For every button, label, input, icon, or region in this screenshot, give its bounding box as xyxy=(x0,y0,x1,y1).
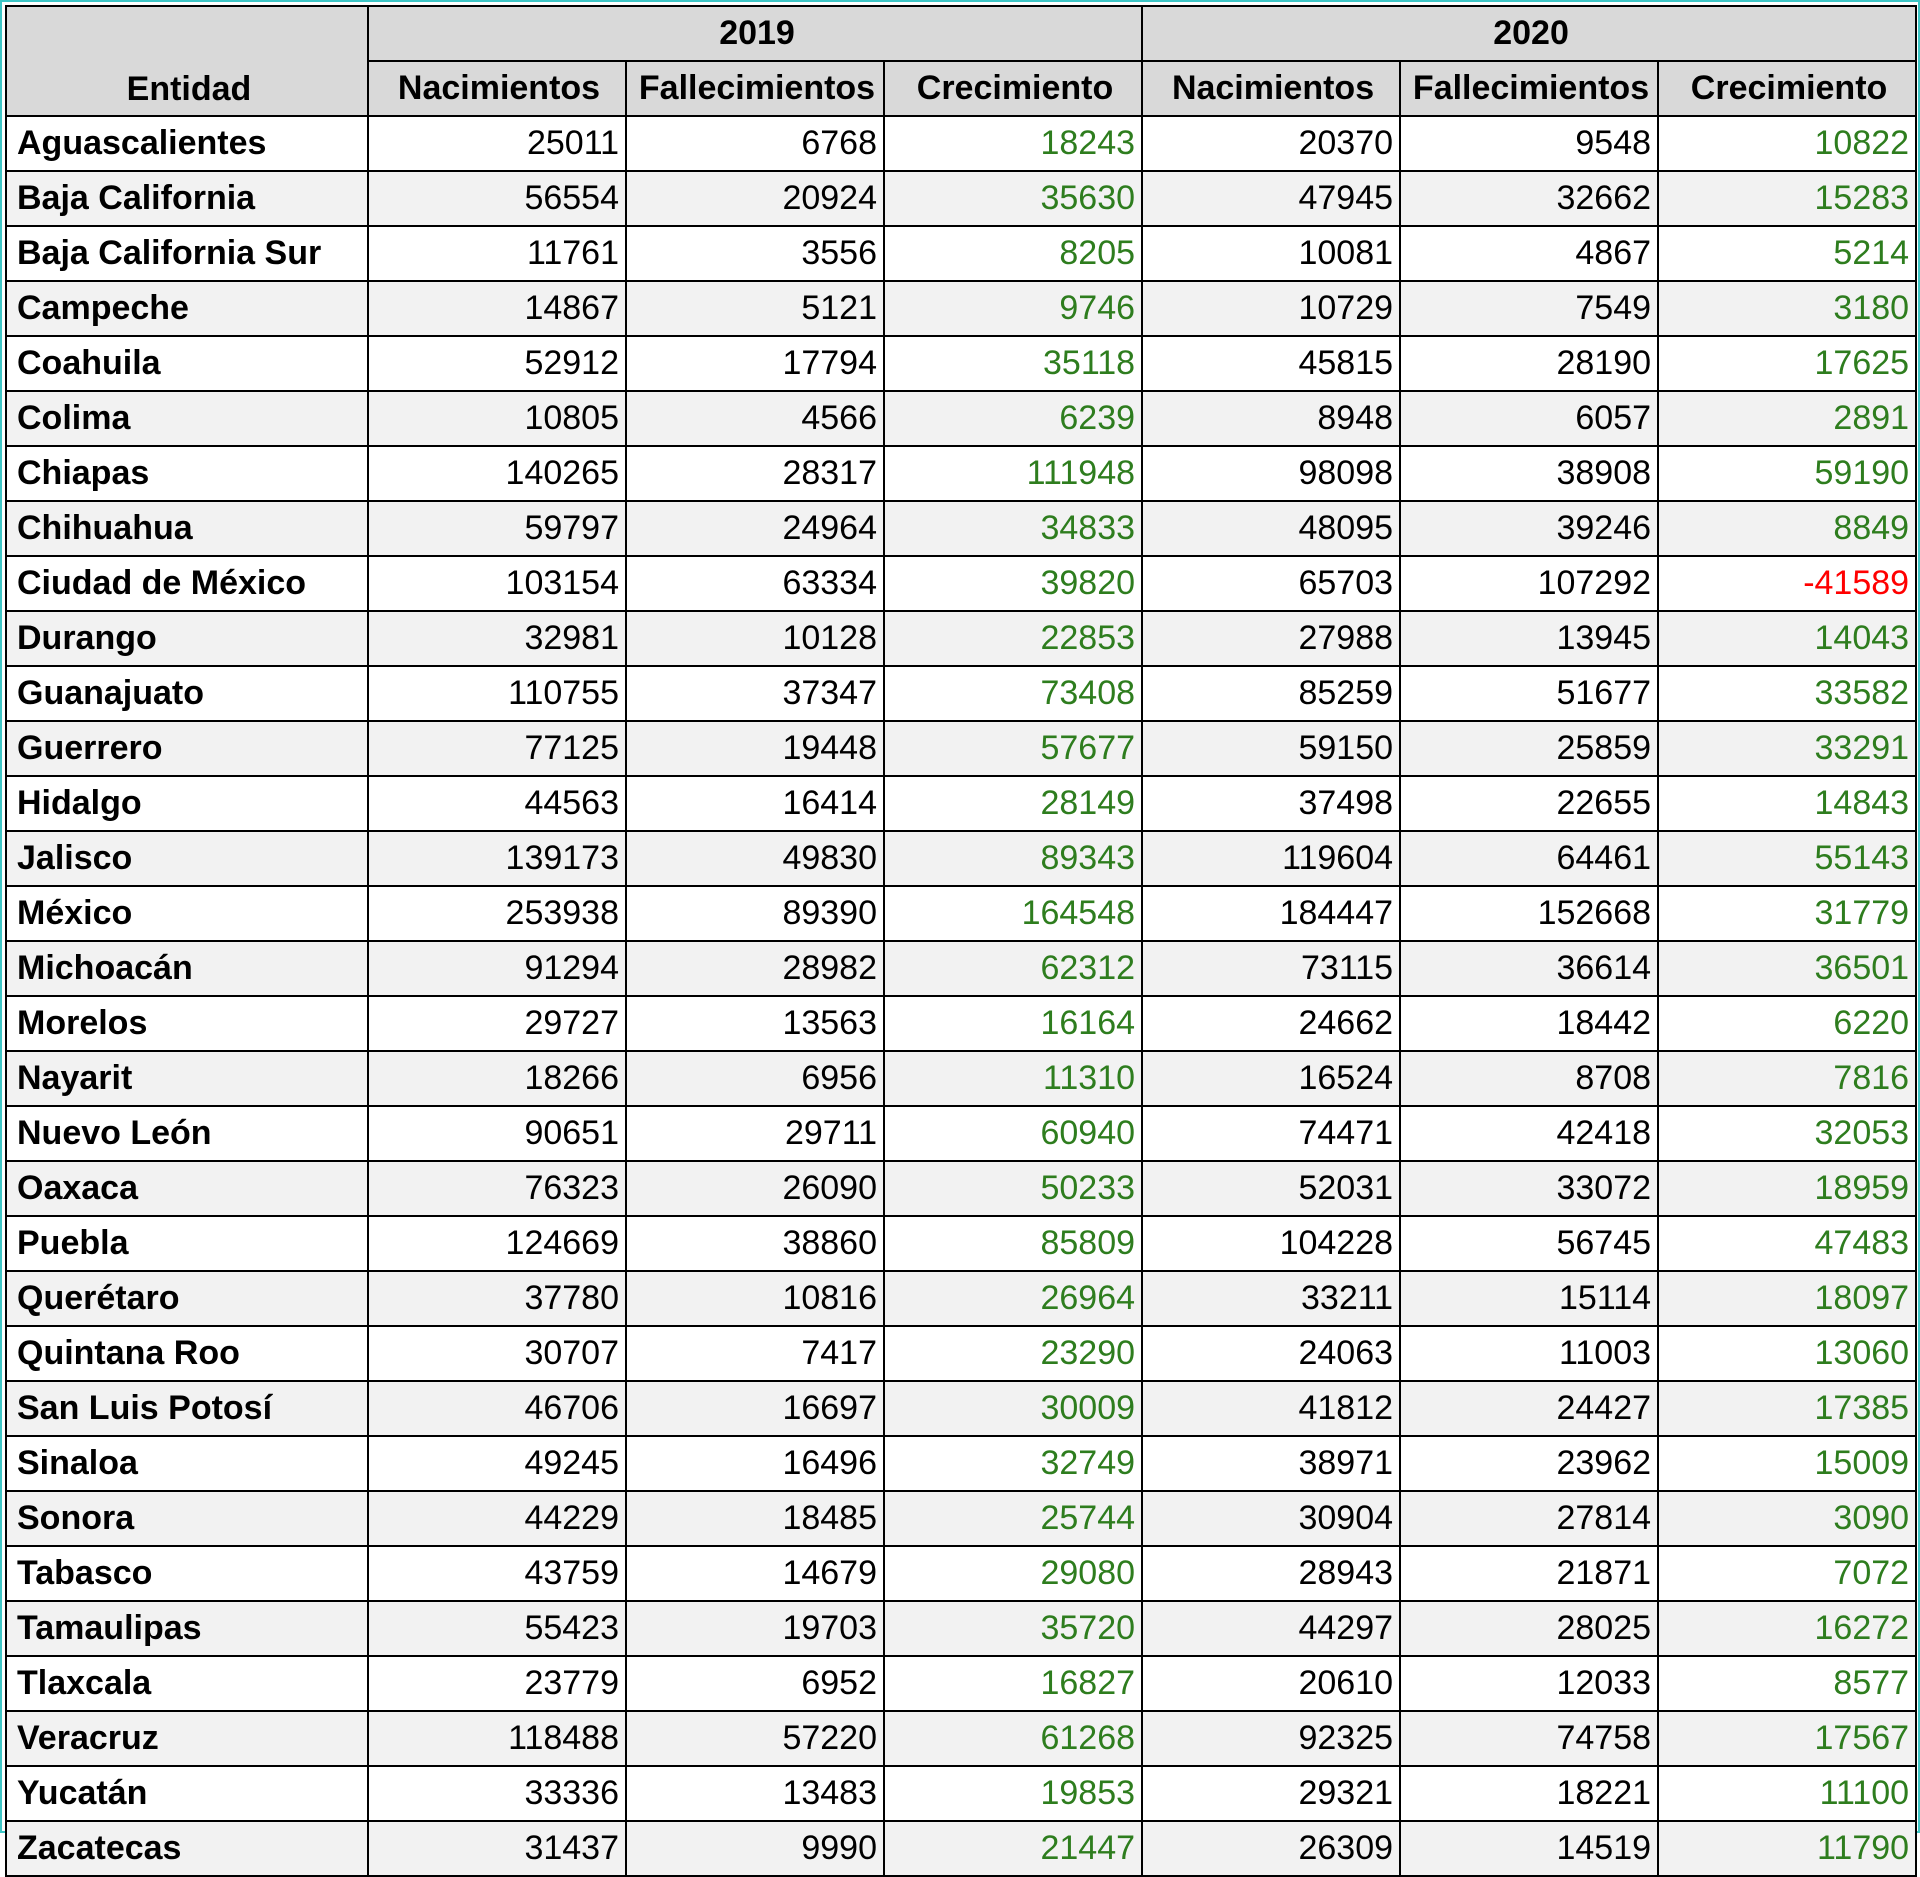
births-2019-cell: 253938 xyxy=(368,886,626,941)
births-2019-cell: 30707 xyxy=(368,1326,626,1381)
births-2020-cell: 26309 xyxy=(1142,1821,1400,1876)
births-2019-cell: 29727 xyxy=(368,996,626,1051)
entity-cell: Aguascalientes xyxy=(6,116,368,171)
deaths-header-2020: Fallecimientos xyxy=(1400,61,1658,116)
births-2020-cell: 24063 xyxy=(1142,1326,1400,1381)
entity-cell: San Luis Potosí xyxy=(6,1381,368,1436)
deaths-2020-cell: 18442 xyxy=(1400,996,1658,1051)
growth-2019-cell: 57677 xyxy=(884,721,1142,776)
table-row xyxy=(6,391,1916,446)
table-row xyxy=(6,996,1916,1051)
deaths-2019-cell: 37347 xyxy=(626,666,884,721)
deaths-2019-cell: 6768 xyxy=(626,116,884,171)
deaths-2020-cell: 13945 xyxy=(1400,611,1658,666)
growth-2020-cell: 11790 xyxy=(1658,1821,1916,1876)
births-2020-cell: 48095 xyxy=(1142,501,1400,556)
deaths-2019-cell: 3556 xyxy=(626,226,884,281)
growth-2020-cell: 18959 xyxy=(1658,1161,1916,1216)
deaths-2020-cell: 8708 xyxy=(1400,1051,1658,1106)
births-2019-cell: 118488 xyxy=(368,1711,626,1766)
deaths-2020-cell: 25859 xyxy=(1400,721,1658,776)
births-2020-cell: 24662 xyxy=(1142,996,1400,1051)
births-2019-cell: 44229 xyxy=(368,1491,626,1546)
table-row xyxy=(6,1326,1916,1381)
deaths-2019-cell: 6952 xyxy=(626,1656,884,1711)
births-2019-cell: 11761 xyxy=(368,226,626,281)
entity-cell: Yucatán xyxy=(6,1766,368,1821)
deaths-2020-cell: 38908 xyxy=(1400,446,1658,501)
table-row xyxy=(6,1161,1916,1216)
entity-cell: Nayarit xyxy=(6,1051,368,1106)
births-2019-cell: 52912 xyxy=(368,336,626,391)
births-2020-cell: 65703 xyxy=(1142,556,1400,611)
growth-2019-cell: 9746 xyxy=(884,281,1142,336)
growth-2020-cell: 17567 xyxy=(1658,1711,1916,1766)
growth-2019-cell: 35118 xyxy=(884,336,1142,391)
births-2020-cell: 98098 xyxy=(1142,446,1400,501)
births-2019-cell: 37780 xyxy=(368,1271,626,1326)
deaths-2020-cell: 51677 xyxy=(1400,666,1658,721)
table-row xyxy=(6,1711,1916,1766)
entity-cell: Colima xyxy=(6,391,368,446)
growth-2020-cell: 31779 xyxy=(1658,886,1916,941)
deaths-2019-cell: 28317 xyxy=(626,446,884,501)
deaths-2019-cell: 6956 xyxy=(626,1051,884,1106)
births-2020-cell: 52031 xyxy=(1142,1161,1400,1216)
year-header-2019: 2019 xyxy=(368,6,1142,61)
entity-cell: Durango xyxy=(6,611,368,666)
table-row xyxy=(6,1436,1916,1491)
births-2019-cell: 59797 xyxy=(368,501,626,556)
births-deaths-table xyxy=(5,5,1917,1877)
deaths-2020-cell: 107292 xyxy=(1400,556,1658,611)
entity-cell: Morelos xyxy=(6,996,368,1051)
growth-2019-cell: 85809 xyxy=(884,1216,1142,1271)
growth-2020-cell: 15283 xyxy=(1658,171,1916,226)
deaths-2020-cell: 28025 xyxy=(1400,1601,1658,1656)
growth-2019-cell: 23290 xyxy=(884,1326,1142,1381)
table-row xyxy=(6,336,1916,391)
births-2019-cell: 77125 xyxy=(368,721,626,776)
deaths-2019-cell: 16496 xyxy=(626,1436,884,1491)
growth-2019-cell: 164548 xyxy=(884,886,1142,941)
entity-cell: Tabasco xyxy=(6,1546,368,1601)
table-row xyxy=(6,1766,1916,1821)
growth-2020-cell: 15009 xyxy=(1658,1436,1916,1491)
growth-2020-cell: 2891 xyxy=(1658,391,1916,446)
growth-2019-cell: 35630 xyxy=(884,171,1142,226)
growth-2020-cell: 3180 xyxy=(1658,281,1916,336)
births-2020-cell: 16524 xyxy=(1142,1051,1400,1106)
table-row xyxy=(6,556,1916,611)
growth-header-2020: Crecimiento xyxy=(1658,61,1916,116)
growth-2020-cell: 14843 xyxy=(1658,776,1916,831)
births-2020-cell: 8948 xyxy=(1142,391,1400,446)
growth-2019-cell: 111948 xyxy=(884,446,1142,501)
entity-cell: Veracruz xyxy=(6,1711,368,1766)
births-2020-cell: 28943 xyxy=(1142,1546,1400,1601)
deaths-2019-cell: 19448 xyxy=(626,721,884,776)
births-2020-cell: 119604 xyxy=(1142,831,1400,886)
births-2020-cell: 44297 xyxy=(1142,1601,1400,1656)
deaths-2019-cell: 17794 xyxy=(626,336,884,391)
births-2019-cell: 56554 xyxy=(368,171,626,226)
growth-2019-cell: 11310 xyxy=(884,1051,1142,1106)
growth-2020-cell: 13060 xyxy=(1658,1326,1916,1381)
entity-cell: Sinaloa xyxy=(6,1436,368,1491)
deaths-2020-cell: 64461 xyxy=(1400,831,1658,886)
births-2019-cell: 23779 xyxy=(368,1656,626,1711)
deaths-2019-cell: 5121 xyxy=(626,281,884,336)
table-row xyxy=(6,446,1916,501)
growth-2019-cell: 35720 xyxy=(884,1601,1142,1656)
table-row xyxy=(6,1821,1916,1876)
births-2020-cell: 27988 xyxy=(1142,611,1400,666)
deaths-2020-cell: 56745 xyxy=(1400,1216,1658,1271)
table-row xyxy=(6,226,1916,281)
growth-2019-cell: 8205 xyxy=(884,226,1142,281)
births-2019-cell: 44563 xyxy=(368,776,626,831)
births-2019-cell: 110755 xyxy=(368,666,626,721)
births-2020-cell: 85259 xyxy=(1142,666,1400,721)
table-row xyxy=(6,1051,1916,1106)
growth-2020-cell: 3090 xyxy=(1658,1491,1916,1546)
births-2020-cell: 38971 xyxy=(1142,1436,1400,1491)
table-row xyxy=(6,116,1916,171)
entity-cell: Chihuahua xyxy=(6,501,368,556)
table-row xyxy=(6,666,1916,721)
growth-2020-cell: 17625 xyxy=(1658,336,1916,391)
deaths-2019-cell: 19703 xyxy=(626,1601,884,1656)
table-row xyxy=(6,1271,1916,1326)
births-2020-cell: 184447 xyxy=(1142,886,1400,941)
table-row xyxy=(6,1546,1916,1601)
births-2020-cell: 10081 xyxy=(1142,226,1400,281)
deaths-2019-cell: 10128 xyxy=(626,611,884,666)
births-2019-cell: 90651 xyxy=(368,1106,626,1161)
deaths-2020-cell: 6057 xyxy=(1400,391,1658,446)
entity-cell: Guanajuato xyxy=(6,666,368,721)
deaths-2020-cell: 14519 xyxy=(1400,1821,1658,1876)
growth-2020-cell: 16272 xyxy=(1658,1601,1916,1656)
births-2020-cell: 37498 xyxy=(1142,776,1400,831)
births-2019-cell: 43759 xyxy=(368,1546,626,1601)
births-2019-cell: 91294 xyxy=(368,941,626,996)
table-row xyxy=(6,1216,1916,1271)
deaths-2019-cell: 29711 xyxy=(626,1106,884,1161)
growth-2019-cell: 39820 xyxy=(884,556,1142,611)
growth-2020-cell: 33291 xyxy=(1658,721,1916,776)
deaths-2019-cell: 26090 xyxy=(626,1161,884,1216)
table-row xyxy=(6,1381,1916,1436)
deaths-2019-cell: 16697 xyxy=(626,1381,884,1436)
entity-cell: México xyxy=(6,886,368,941)
growth-2019-cell: 18243 xyxy=(884,116,1142,171)
table-row xyxy=(6,281,1916,336)
deaths-2020-cell: 33072 xyxy=(1400,1161,1658,1216)
growth-2020-cell: 7816 xyxy=(1658,1051,1916,1106)
deaths-2020-cell: 18221 xyxy=(1400,1766,1658,1821)
entity-cell: Querétaro xyxy=(6,1271,368,1326)
growth-2020-cell: 6220 xyxy=(1658,996,1916,1051)
deaths-2020-cell: 74758 xyxy=(1400,1711,1658,1766)
growth-2019-cell: 30009 xyxy=(884,1381,1142,1436)
growth-2019-cell: 22853 xyxy=(884,611,1142,666)
growth-2019-cell: 25744 xyxy=(884,1491,1142,1546)
births-2019-cell: 18266 xyxy=(368,1051,626,1106)
deaths-2020-cell: 7549 xyxy=(1400,281,1658,336)
table-row xyxy=(6,776,1916,831)
births-2020-cell: 20610 xyxy=(1142,1656,1400,1711)
deaths-2020-cell: 22655 xyxy=(1400,776,1658,831)
births-2019-cell: 140265 xyxy=(368,446,626,501)
entity-cell: Jalisco xyxy=(6,831,368,886)
table-row xyxy=(6,1601,1916,1656)
deaths-2019-cell: 13563 xyxy=(626,996,884,1051)
births-header-2019: Nacimientos xyxy=(368,61,626,116)
births-2020-cell: 59150 xyxy=(1142,721,1400,776)
births-2019-cell: 124669 xyxy=(368,1216,626,1271)
births-2020-cell: 47945 xyxy=(1142,171,1400,226)
entity-cell: Tamaulipas xyxy=(6,1601,368,1656)
births-2019-cell: 31437 xyxy=(368,1821,626,1876)
births-2020-cell: 30904 xyxy=(1142,1491,1400,1546)
growth-2020-cell: 7072 xyxy=(1658,1546,1916,1601)
deaths-2019-cell: 18485 xyxy=(626,1491,884,1546)
deaths-2020-cell: 28190 xyxy=(1400,336,1658,391)
births-2019-cell: 14867 xyxy=(368,281,626,336)
table-row xyxy=(6,886,1916,941)
table-row xyxy=(6,941,1916,996)
births-2020-cell: 10729 xyxy=(1142,281,1400,336)
births-header-2020: Nacimientos xyxy=(1142,61,1400,116)
growth-2019-cell: 60940 xyxy=(884,1106,1142,1161)
births-2020-cell: 92325 xyxy=(1142,1711,1400,1766)
deaths-2020-cell: 152668 xyxy=(1400,886,1658,941)
year-header-2020: 2020 xyxy=(1142,6,1916,61)
births-2019-cell: 49245 xyxy=(368,1436,626,1491)
growth-2019-cell: 21447 xyxy=(884,1821,1142,1876)
births-2020-cell: 41812 xyxy=(1142,1381,1400,1436)
growth-2019-cell: 61268 xyxy=(884,1711,1142,1766)
deaths-header-2019: Fallecimientos xyxy=(626,61,884,116)
births-2019-cell: 10805 xyxy=(368,391,626,446)
entity-cell: Chiapas xyxy=(6,446,368,501)
entity-cell: Michoacán xyxy=(6,941,368,996)
growth-2020-cell: 59190 xyxy=(1658,446,1916,501)
growth-2019-cell: 62312 xyxy=(884,941,1142,996)
deaths-2020-cell: 36614 xyxy=(1400,941,1658,996)
table-header xyxy=(6,6,1916,116)
deaths-2019-cell: 49830 xyxy=(626,831,884,886)
entity-cell: Campeche xyxy=(6,281,368,336)
entity-cell: Quintana Roo xyxy=(6,1326,368,1381)
entity-cell: Guerrero xyxy=(6,721,368,776)
deaths-2019-cell: 13483 xyxy=(626,1766,884,1821)
growth-2019-cell: 32749 xyxy=(884,1436,1142,1491)
growth-2019-cell: 28149 xyxy=(884,776,1142,831)
growth-2019-cell: 89343 xyxy=(884,831,1142,886)
entity-cell: Zacatecas xyxy=(6,1821,368,1876)
deaths-2019-cell: 20924 xyxy=(626,171,884,226)
entity-cell: Sonora xyxy=(6,1491,368,1546)
entity-cell: Puebla xyxy=(6,1216,368,1271)
entity-cell: Baja California xyxy=(6,171,368,226)
births-2019-cell: 25011 xyxy=(368,116,626,171)
table-row xyxy=(6,611,1916,666)
growth-2019-cell: 16164 xyxy=(884,996,1142,1051)
table-row xyxy=(6,501,1916,556)
growth-2020-cell: 5214 xyxy=(1658,226,1916,281)
growth-2020-cell: 10822 xyxy=(1658,116,1916,171)
growth-2020-cell: 47483 xyxy=(1658,1216,1916,1271)
births-2020-cell: 74471 xyxy=(1142,1106,1400,1161)
table-body xyxy=(6,116,1916,1876)
growth-2020-cell: -41589 xyxy=(1658,556,1916,611)
deaths-2020-cell: 9548 xyxy=(1400,116,1658,171)
growth-2019-cell: 50233 xyxy=(884,1161,1142,1216)
growth-2019-cell: 29080 xyxy=(884,1546,1142,1601)
deaths-2020-cell: 24427 xyxy=(1400,1381,1658,1436)
growth-2020-cell: 17385 xyxy=(1658,1381,1916,1436)
entity-cell: Hidalgo xyxy=(6,776,368,831)
growth-2020-cell: 11100 xyxy=(1658,1766,1916,1821)
entity-cell: Oaxaca xyxy=(6,1161,368,1216)
entity-column-header xyxy=(6,6,368,116)
births-2019-cell: 46706 xyxy=(368,1381,626,1436)
deaths-2019-cell: 38860 xyxy=(626,1216,884,1271)
growth-2020-cell: 8849 xyxy=(1658,501,1916,556)
entity-cell: Ciudad de México xyxy=(6,556,368,611)
table-row xyxy=(6,171,1916,226)
births-2019-cell: 55423 xyxy=(368,1601,626,1656)
deaths-2019-cell: 14679 xyxy=(626,1546,884,1601)
table-row xyxy=(6,1106,1916,1161)
deaths-2020-cell: 23962 xyxy=(1400,1436,1658,1491)
births-2019-cell: 139173 xyxy=(368,831,626,886)
births-2019-cell: 32981 xyxy=(368,611,626,666)
entity-cell: Tlaxcala xyxy=(6,1656,368,1711)
entity-header-label: Entidad xyxy=(126,70,252,108)
births-2020-cell: 29321 xyxy=(1142,1766,1400,1821)
deaths-2019-cell: 10816 xyxy=(626,1271,884,1326)
births-2020-cell: 33211 xyxy=(1142,1271,1400,1326)
deaths-2019-cell: 28982 xyxy=(626,941,884,996)
births-2019-cell: 103154 xyxy=(368,556,626,611)
deaths-2019-cell: 89390 xyxy=(626,886,884,941)
deaths-2020-cell: 42418 xyxy=(1400,1106,1658,1161)
deaths-2019-cell: 7417 xyxy=(626,1326,884,1381)
growth-2020-cell: 18097 xyxy=(1658,1271,1916,1326)
growth-2019-cell: 73408 xyxy=(884,666,1142,721)
growth-2019-cell: 34833 xyxy=(884,501,1142,556)
table-row xyxy=(6,1491,1916,1546)
growth-2020-cell: 55143 xyxy=(1658,831,1916,886)
growth-2020-cell: 14043 xyxy=(1658,611,1916,666)
births-2020-cell: 73115 xyxy=(1142,941,1400,996)
deaths-2020-cell: 11003 xyxy=(1400,1326,1658,1381)
year-header-row xyxy=(6,6,1916,61)
births-2019-cell: 33336 xyxy=(368,1766,626,1821)
table-row xyxy=(6,831,1916,886)
entity-cell: Baja California Sur xyxy=(6,226,368,281)
growth-2019-cell: 26964 xyxy=(884,1271,1142,1326)
growth-2020-cell: 33582 xyxy=(1658,666,1916,721)
entity-cell: Coahuila xyxy=(6,336,368,391)
growth-2020-cell: 32053 xyxy=(1658,1106,1916,1161)
deaths-2020-cell: 4867 xyxy=(1400,226,1658,281)
growth-2019-cell: 6239 xyxy=(884,391,1142,446)
births-2020-cell: 104228 xyxy=(1142,1216,1400,1271)
growth-2019-cell: 16827 xyxy=(884,1656,1142,1711)
growth-2019-cell: 19853 xyxy=(884,1766,1142,1821)
table-row xyxy=(6,1656,1916,1711)
deaths-2020-cell: 21871 xyxy=(1400,1546,1658,1601)
deaths-2019-cell: 24964 xyxy=(626,501,884,556)
deaths-2020-cell: 32662 xyxy=(1400,171,1658,226)
deaths-2020-cell: 15114 xyxy=(1400,1271,1658,1326)
entity-cell: Nuevo León xyxy=(6,1106,368,1161)
deaths-2019-cell: 57220 xyxy=(626,1711,884,1766)
table-row xyxy=(6,721,1916,776)
growth-2020-cell: 8577 xyxy=(1658,1656,1916,1711)
deaths-2019-cell: 16414 xyxy=(626,776,884,831)
births-2020-cell: 20370 xyxy=(1142,116,1400,171)
deaths-2020-cell: 27814 xyxy=(1400,1491,1658,1546)
deaths-2020-cell: 39246 xyxy=(1400,501,1658,556)
deaths-2019-cell: 4566 xyxy=(626,391,884,446)
deaths-2019-cell: 9990 xyxy=(626,1821,884,1876)
births-2020-cell: 45815 xyxy=(1142,336,1400,391)
births-2019-cell: 76323 xyxy=(368,1161,626,1216)
growth-2020-cell: 36501 xyxy=(1658,941,1916,996)
growth-header-2019: Crecimiento xyxy=(884,61,1142,116)
deaths-2019-cell: 63334 xyxy=(626,556,884,611)
deaths-2020-cell: 12033 xyxy=(1400,1656,1658,1711)
